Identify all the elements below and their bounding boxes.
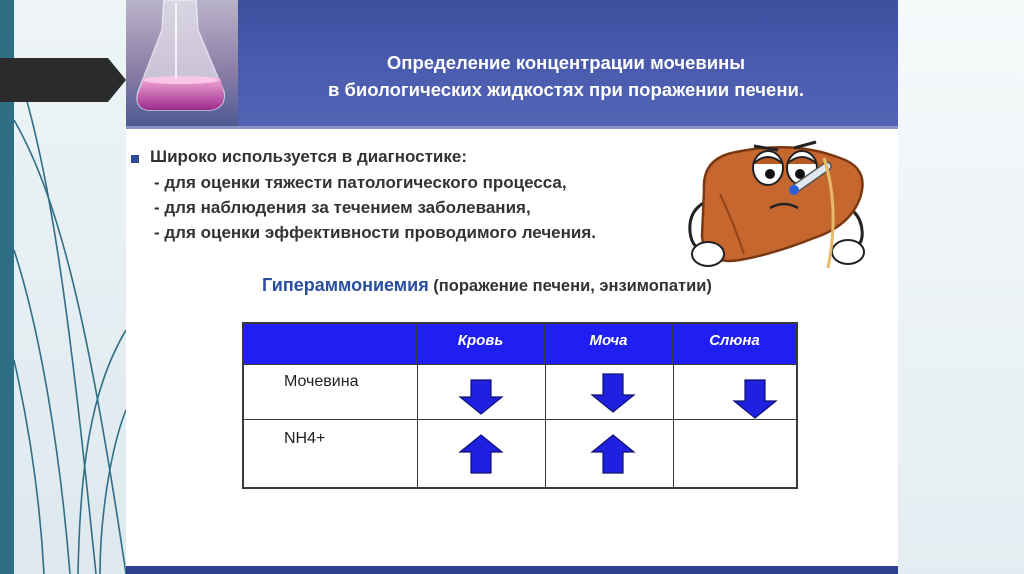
results-table xyxy=(242,322,798,489)
right-decor-panel xyxy=(898,0,1024,574)
table-cell xyxy=(673,364,797,420)
arrow-down-icon xyxy=(590,373,636,413)
bullet-item: - для оценки эффективности проводимого лечения. xyxy=(154,223,596,242)
bullet-item: - для оценки тяжести патологического процесса, xyxy=(154,173,567,192)
title-line-2: в биологических жидкостях при поражении печени. xyxy=(327,79,805,100)
liver-cartoon-image xyxy=(674,128,890,278)
table-header-cell: Слюна xyxy=(673,324,796,365)
table-cell xyxy=(545,364,674,420)
slide-marker-arrow-icon xyxy=(0,58,126,102)
table-cell xyxy=(417,364,546,420)
table-header-cell: Моча xyxy=(545,324,673,365)
arrow-up-icon xyxy=(590,434,636,474)
bullet-marker xyxy=(131,155,139,163)
arrow-down-icon xyxy=(732,379,778,419)
arrow-up-icon xyxy=(458,434,504,474)
table-row-label-cell xyxy=(243,419,418,489)
subtitle-highlight: Гипераммониемия xyxy=(262,275,429,295)
table-header-cell: Кровь xyxy=(417,324,545,365)
table-cell xyxy=(545,419,674,489)
section-subtitle xyxy=(262,275,712,296)
table-cell xyxy=(417,419,546,489)
arrow-down-icon xyxy=(458,379,504,415)
row-label-urea: Мочевина xyxy=(284,373,359,390)
slide xyxy=(126,0,898,574)
bullet-heading: Широко используется в диагностике: xyxy=(150,147,467,166)
title-line-1: Определение концентрации мочевины xyxy=(386,52,746,73)
subtitle-rest: (поражение печени, энзимопатии) xyxy=(428,277,712,295)
flask-image xyxy=(126,0,238,126)
slide-title xyxy=(266,49,866,103)
table-cell-empty xyxy=(673,419,797,489)
row-label-nh4: NH4+ xyxy=(284,430,326,447)
bullet-item: - для наблюдения за течением заболевания, xyxy=(154,198,531,217)
table-row-label-cell xyxy=(243,364,418,420)
table-header-cell-empty xyxy=(244,324,417,365)
slide-footer-bar xyxy=(126,566,898,574)
